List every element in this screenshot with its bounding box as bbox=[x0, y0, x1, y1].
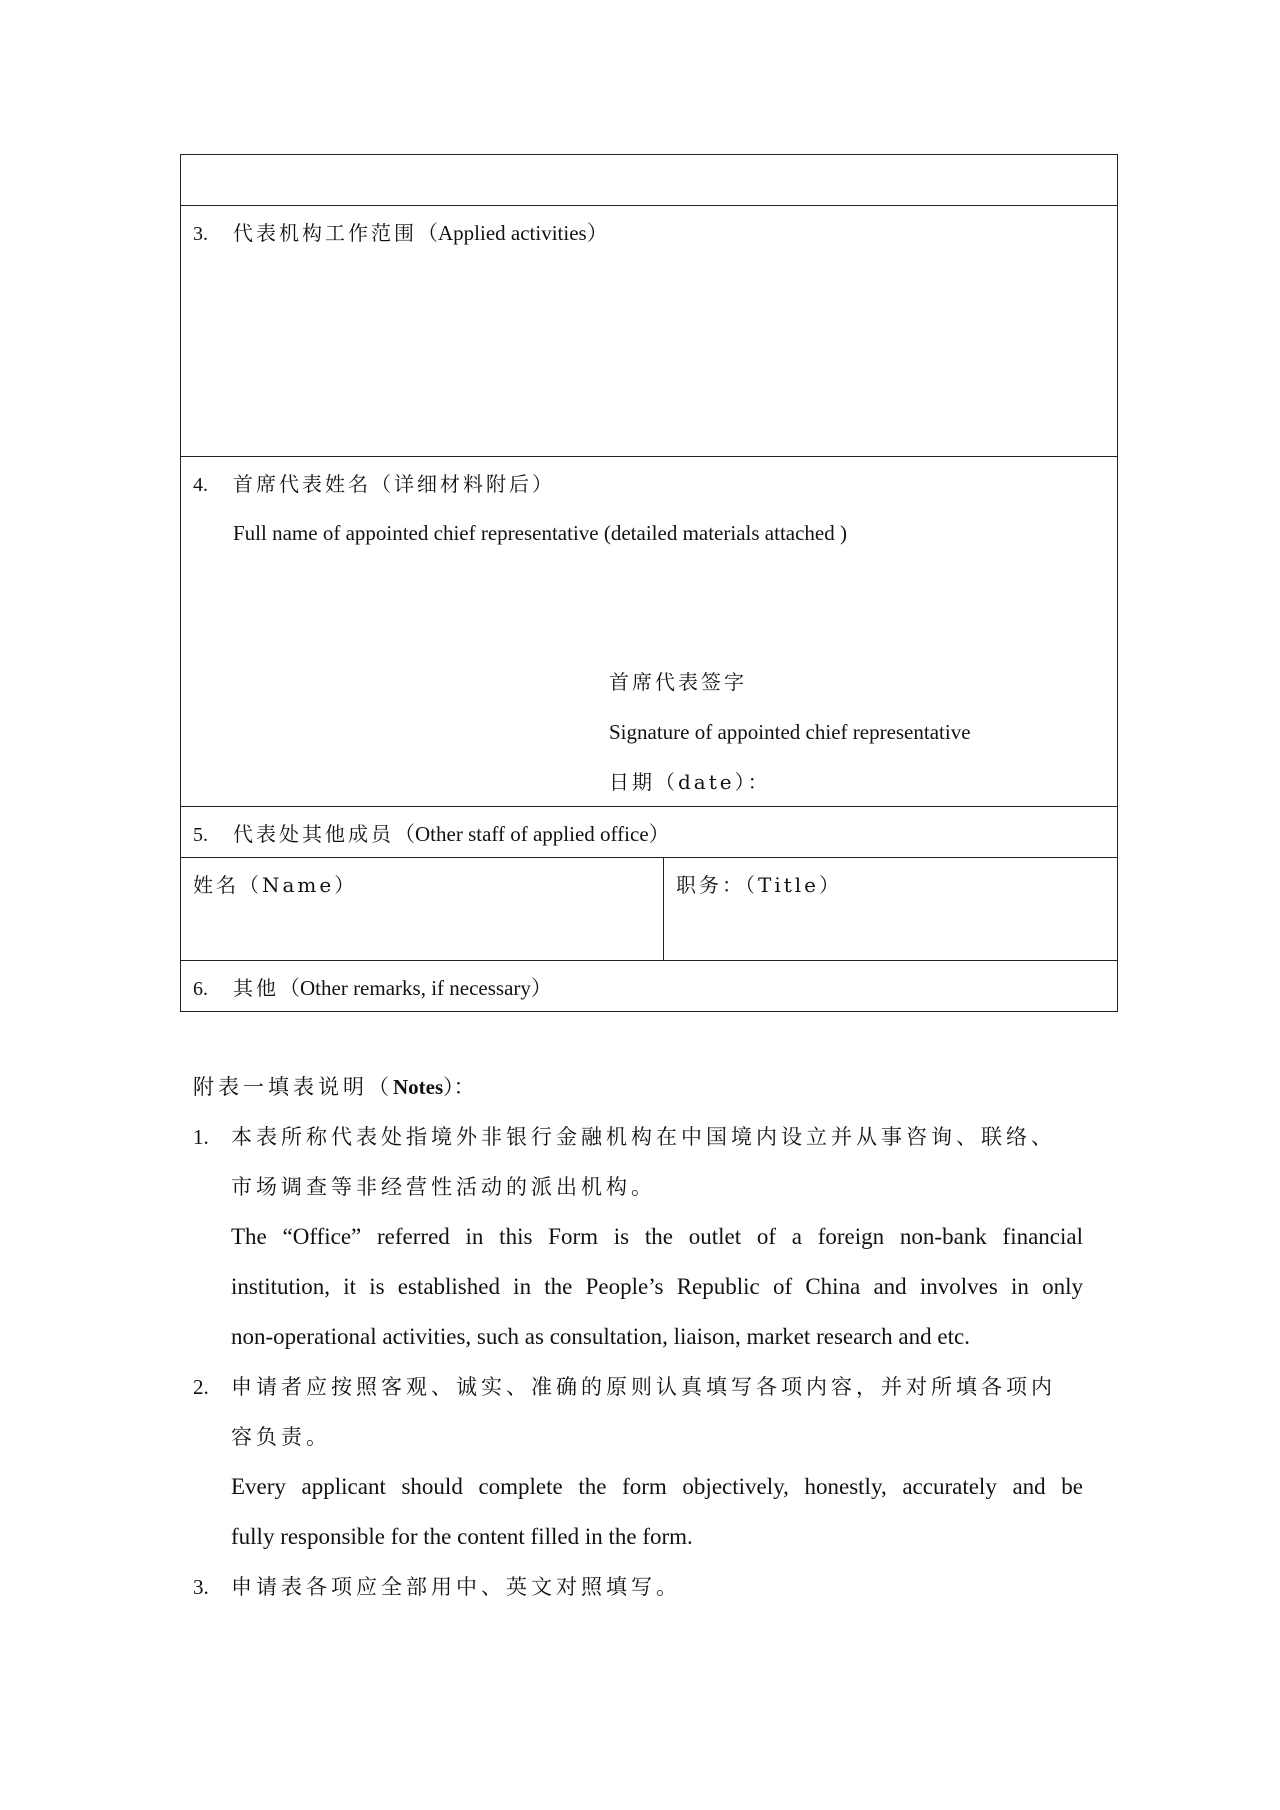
notes-heading-end: ）： bbox=[443, 1075, 475, 1099]
notes-heading bbox=[193, 1072, 1083, 1122]
form-row-other-staff bbox=[181, 807, 1117, 858]
form-row-staff-name-title bbox=[181, 858, 1117, 961]
staff-title-label: 职务：（Title） bbox=[676, 873, 843, 897]
item-6-label bbox=[193, 975, 552, 1002]
note-item bbox=[193, 1122, 1083, 1372]
item-5-cn: 代表处其他成员 bbox=[233, 822, 394, 846]
note-number: 3. bbox=[193, 1575, 209, 1599]
note-cn-line: 市场调查等非经营性活动的派出机构。 bbox=[231, 1175, 656, 1199]
note-en-line: institution, it is established in the People’s Republic of China and involves in only bbox=[231, 1274, 1083, 1299]
note-body bbox=[231, 1122, 1083, 1372]
note-en-line: non-operational activities, such as consultation, liaison, market research and etc. bbox=[231, 1324, 970, 1349]
signature-en-label: Signature of appointed chief representative bbox=[609, 720, 971, 744]
note-cn-line: 容负责。 bbox=[231, 1425, 331, 1449]
item-5-en: （Other staff of applied office） bbox=[394, 822, 670, 846]
item-4-en: Full name of appointed chief representative (detailed materials attached ) bbox=[233, 521, 847, 545]
note-en-line: fully responsible for the content filled in the form. bbox=[231, 1524, 693, 1549]
notes-heading-cn: 附表一填表说明（ bbox=[193, 1075, 393, 1099]
item-5-number: 5. bbox=[193, 824, 208, 846]
date-label: 日期（date）： bbox=[609, 770, 771, 794]
note-cn-line: 申请者应按照客观、诚实、准确的原则认真填写各项内容，并对所填各项内 bbox=[231, 1375, 1056, 1399]
note-en-line: The “Office” referred in this Form is the outlet of a foreign non-bank financial bbox=[231, 1224, 1083, 1249]
item-3-label bbox=[193, 220, 608, 247]
item-4-number: 4. bbox=[193, 474, 208, 496]
form-row-blank[interactable] bbox=[181, 155, 1117, 206]
application-form-table bbox=[180, 154, 1118, 1012]
form-row-other-remarks[interactable] bbox=[181, 961, 1117, 1011]
note-body bbox=[231, 1572, 1083, 1622]
item-4-label bbox=[193, 471, 555, 498]
signature-cn-label: 首席代表签字 bbox=[609, 670, 747, 694]
notes-section bbox=[193, 1072, 1083, 1622]
note-cn-line: 本表所称代表处指境外非银行金融机构在中国境内设立并从事咨询、联络、 bbox=[231, 1125, 1056, 1149]
item-4-cn: 首席代表姓名（详细材料附后） bbox=[233, 472, 555, 496]
item-6-cn: 其他 bbox=[233, 976, 279, 1000]
form-row-applied-activities[interactable] bbox=[181, 206, 1117, 457]
signature-block bbox=[609, 669, 971, 819]
staff-name-label: 姓名（Name） bbox=[193, 873, 358, 897]
staff-title-cell[interactable] bbox=[664, 858, 1117, 960]
notes-heading-bold: Notes bbox=[393, 1075, 444, 1099]
note-en-line: Every applicant should complete the form objectively, honestly, accurately and be bbox=[231, 1474, 1083, 1499]
item-5-label bbox=[193, 821, 670, 848]
note-cn-line: 申请表各项应全部用中、英文对照填写。 bbox=[231, 1575, 681, 1599]
form-row-chief-representative[interactable] bbox=[181, 457, 1117, 807]
staff-name-cell[interactable] bbox=[181, 858, 664, 960]
item-3-cn: 代表机构工作范围 bbox=[233, 221, 417, 245]
note-number: 1. bbox=[193, 1125, 209, 1149]
item-6-number: 6. bbox=[193, 978, 208, 1000]
note-item bbox=[193, 1572, 1083, 1622]
note-number: 2. bbox=[193, 1375, 209, 1399]
item-3-en: （Applied activities） bbox=[417, 221, 608, 245]
item-3-number: 3. bbox=[193, 223, 208, 245]
note-item bbox=[193, 1372, 1083, 1572]
item-6-en: （Other remarks, if necessary） bbox=[279, 976, 552, 1000]
notes-list bbox=[193, 1122, 1083, 1622]
note-body bbox=[231, 1372, 1083, 1572]
